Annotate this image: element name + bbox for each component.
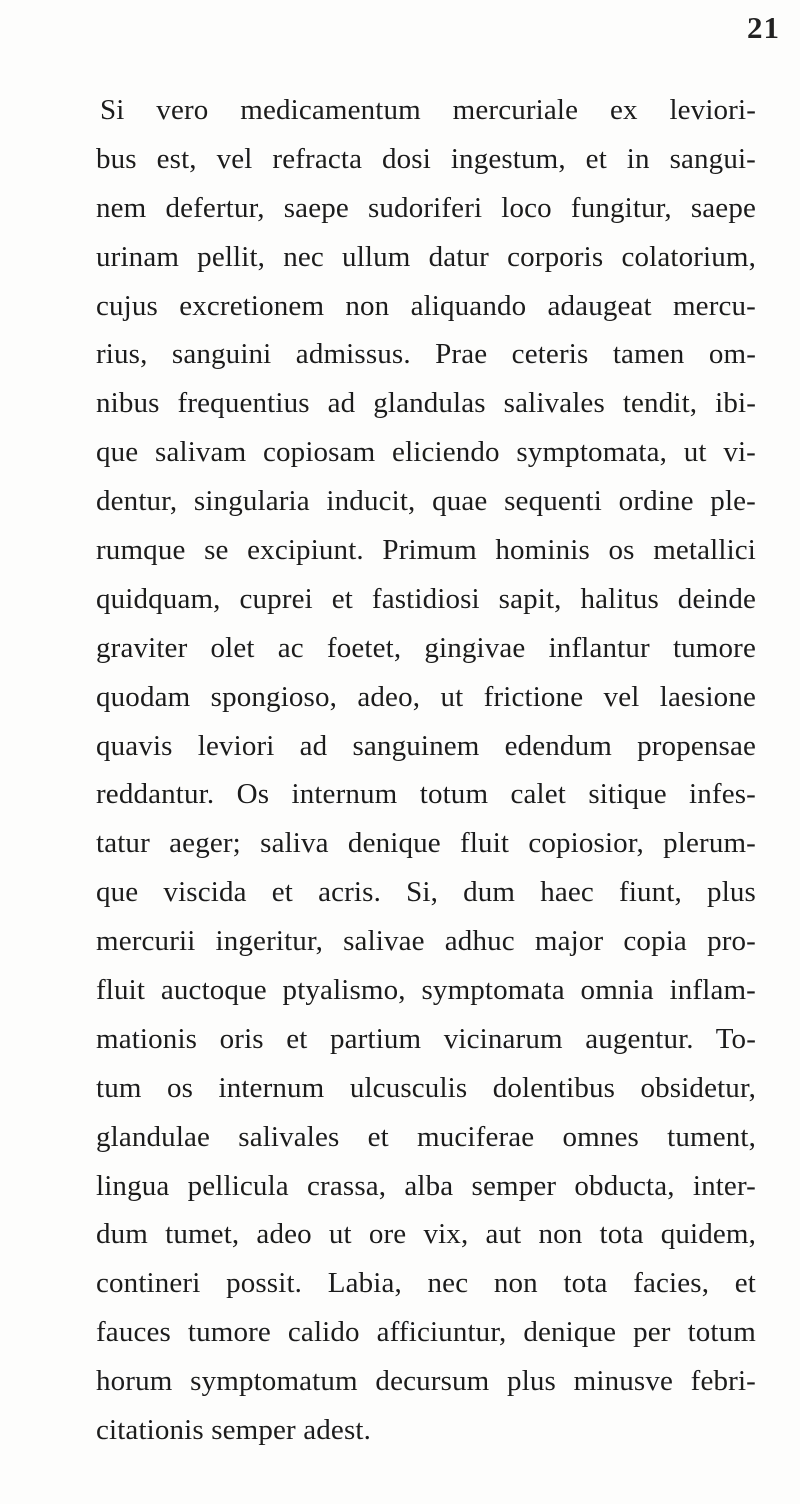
text-line: Si vero medicamentum mercuriale ex leviori- <box>100 94 756 126</box>
text-line: citationis semper adest. <box>96 1414 371 1447</box>
text-line: quidquam, cuprei et fastidiosi sapit, halitus deinde <box>96 582 756 615</box>
text-line: bus est, vel refracta dosi ingestum, et in sangui- <box>96 142 756 175</box>
text-line: urinam pellit, nec ullum datur corporis colatorium, <box>96 240 756 273</box>
text-line: tum os internum ulcusculis dolentibus obsidetur, <box>96 1071 756 1104</box>
text-line: rius, sanguini admissus. Prae ceteris tamen om- <box>96 338 756 371</box>
text-line: glandulae salivales et muciferae omnes tument, <box>96 1120 756 1153</box>
text-line: dum tumet, adeo ut ore vix, aut non tota quidem, <box>96 1218 756 1251</box>
text-line: lingua pellicula crassa, alba semper obducta, inter- <box>96 1169 756 1202</box>
text-line: dentur, singularia inducit, quae sequenti ordine ple- <box>96 485 756 518</box>
text-line: nem defertur, saepe sudoriferi loco fungitur, saepe <box>96 191 756 224</box>
text-line: quavis leviori ad sanguinem edendum propensae <box>96 729 756 762</box>
text-line: que salivam copiosam eliciendo symptomata, ut vi- <box>96 436 756 469</box>
text-line: cujus excretionem non aliquando adaugeat mercu- <box>96 289 756 322</box>
text-line: reddantur. Os internum totum calet sitique infes- <box>96 778 756 811</box>
text-line: fauces tumore calido afficiuntur, denique per totum <box>96 1316 756 1349</box>
text-line: quodam spongioso, adeo, ut frictione vel laesione <box>96 680 756 713</box>
text-line: nibus frequentius ad glandulas salivales tendit, ibi- <box>96 387 756 420</box>
text-line: fluit auctoque ptyalismo, symptomata omnia inflam- <box>96 974 756 1007</box>
text-line: graviter olet ac foetet, gingivae inflantur tumore <box>96 631 756 664</box>
text-line: mationis oris et partium vicinarum augentur. To- <box>96 1022 756 1055</box>
text-line: contineri possit. Labia, nec non tota facies, et <box>96 1267 756 1300</box>
page-number: 21 <box>747 10 780 45</box>
text-line: horum symptomatum decursum plus minusve febri- <box>96 1365 756 1398</box>
body-paragraph <box>96 86 756 1455</box>
text-line: rumque se excipiunt. Primum hominis os metallici <box>96 534 756 567</box>
text-line: mercurii ingeritur, salivae adhuc major copia pro- <box>96 925 756 958</box>
text-line: tatur aeger; saliva denique fluit copiosior, plerum- <box>96 827 756 860</box>
text-line: que viscida et acris. Si, dum haec fiunt, plus <box>96 876 756 909</box>
